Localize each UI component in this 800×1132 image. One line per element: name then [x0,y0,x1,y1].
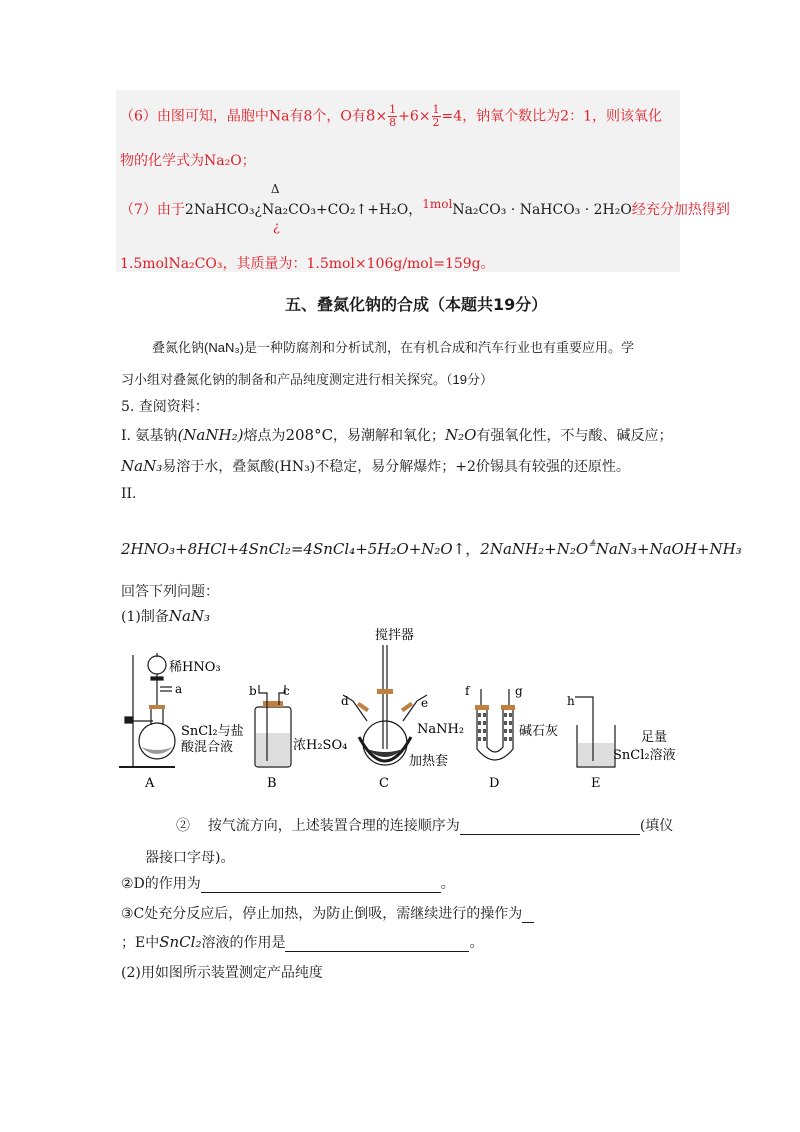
port-d: d [341,694,349,708]
label-nanh2: NaNH₂ [417,722,465,737]
info-ii: II. [121,486,137,502]
label-E: E [591,776,601,791]
label-D: D [489,776,500,791]
label-sncl2-hcl-1: SnCl₂与盐 [181,724,244,739]
question-connection-order: ② 按气流方向，上述装置合理的连接顺序为 (填仪 [176,818,674,834]
label-A: A [145,776,155,791]
label-heater: 加热套 [409,754,449,769]
fraction-1-2: $\frac{1}{2}$ [432,103,440,129]
label-h2so4: 浓H₂SO₄ [293,738,348,753]
equations-line: 2HNO₃+8HCl+4SnCl₂=4SnCl₄+5H₂O+N₂O↑，2NaNH₂+N₂O≜NaN₃+NaOH+NH₃ [121,540,742,558]
question-mark-glyph: ¿ [272,220,280,235]
apparatus-a [119,653,175,767]
label-enough: 足量 [641,730,668,745]
port-b: b [249,684,257,698]
question-c-operation: ③C处充分反应后，停止加热，为防止倒吸，需继续进行的操作为 [121,903,534,923]
apparatus-diagram [115,625,695,795]
delta-condition: Δ [270,182,280,196]
label-stirrer: 搅拌器 [375,628,415,643]
question-connection-order-tail: 器接口字母)。 [145,850,235,866]
label-sncl2-solution: SnCl₂溶液 [613,748,676,763]
label-sncl2-hcl-2: 酸混合液 [181,740,234,755]
answer-q7-line2: 1.5molNa₂CO₃，其质量为：1.5mol×106g/mol=159g。 [120,256,495,272]
port-c: c [283,684,290,698]
apparatus-d [475,689,515,760]
label-C: C [379,776,389,791]
answer-q6-line2: 物的化学式为Na₂O； [120,153,256,169]
port-a: a [175,682,183,696]
question-1: (1)制备NaN₃ [121,607,211,625]
info-line-1: I. 氨基钠(NaNH₂)熔点为208°C，易潮解和氧化；N₂O有强氧化性，不与酸、碱反应； [121,426,673,444]
item-5: 5. 查阅资料： [121,399,209,415]
label-hno3: 稀HNO₃ [169,660,221,675]
question-2: (2)用如图所示装置测定产品纯度 [121,965,323,981]
port-g: g [515,684,523,698]
apparatus-e [575,697,615,767]
answer-q6-line1: （6）由图可知，晶胞中Na有8个，O有8× $\frac{1}{8}$ +6× $\frac{1}{2}$ =4，钠氧个数比为2：1，则该氧化 [120,103,663,129]
port-e: e [421,696,429,710]
answer-following: 回答下列问题： [121,584,219,600]
label-soda-lime: 碱石灰 [519,724,559,739]
answer-blank-3[interactable] [522,908,534,923]
answer-q7-line1: （7）由于2NaHCO₃¿Na₂CO₃+CO₂↑+H₂O Δ ¿ ，1molNa₂CO₃ · NaHCO₃ · 2H₂O经充分加热得到 [120,182,730,235]
question-d-purpose: ②D的作用为 。 [121,876,455,892]
port-h: h [567,694,575,708]
decompose-equation: 2NaHCO₃¿Na₂CO₃+CO₂↑+H₂O Δ ¿ [184,182,409,235]
info-line-2: NaN₃易溶于水，叠氮酸(HN₃)不稳定，易分解爆炸；+2价锡具有较强的还原性。 [121,457,630,475]
answer-blank-4[interactable] [285,937,469,952]
fraction-1-8: $\frac{1}{8}$ [389,103,397,129]
port-f: f [465,684,470,698]
question-e-purpose: ；E中SnCl₂溶液的作用是 。 [121,933,484,951]
section-title: 五、叠氮化钠的合成（本题共19分） [285,295,548,314]
label-B: B [267,776,277,791]
apparatus-c [343,645,427,765]
answer-blank-1[interactable] [460,820,640,835]
intro-line-1: 叠氮化钠(NaN₃)是一种防腐剂和分析试剂，在有机合成和汽车行业也有重要应用。学 [152,340,634,355]
intro-line-2: 习小组对叠氮化钠的制备和产品纯度测定进行相关探究。（19分） [121,372,493,387]
answer-blank-2[interactable] [201,878,441,893]
